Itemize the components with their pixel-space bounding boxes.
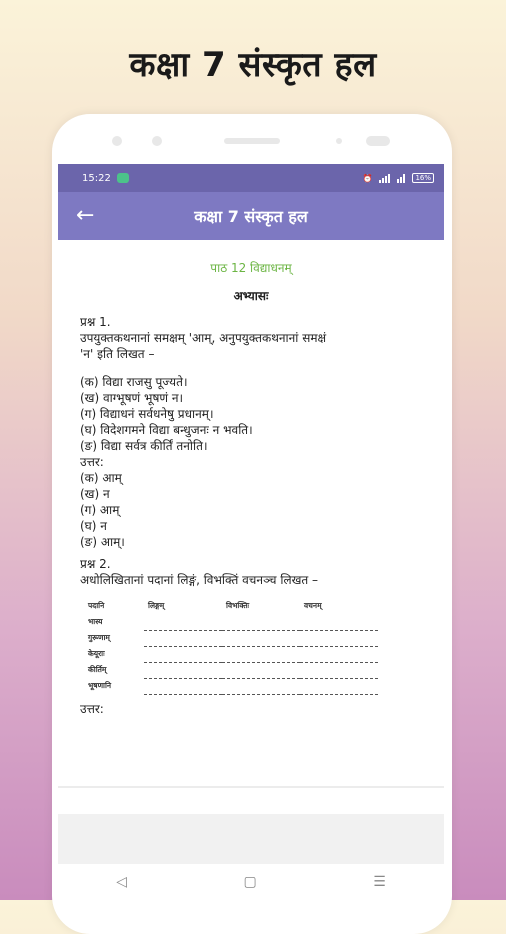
- blank-cell: [144, 662, 222, 678]
- question-label: प्रश्न 1.: [80, 315, 111, 329]
- statement-item: (घ) विदेशगमने विद्या बन्धुजनः न भवति।: [80, 423, 253, 437]
- status-icons: [362, 173, 434, 183]
- blank-cell: [222, 614, 300, 630]
- blank-cell: [300, 630, 378, 646]
- nav-recents-icon[interactable]: ☰: [373, 874, 386, 890]
- lesson-content: [58, 260, 444, 717]
- wifi-signal-icon: [397, 174, 405, 183]
- status-time: 15:22: [82, 172, 111, 184]
- blank-cell: [222, 678, 300, 694]
- blank-cell: [300, 678, 378, 694]
- sensor-dot: [336, 138, 342, 144]
- statement-item: (ख) वाग्भूषणं भूषणं न।: [80, 391, 184, 405]
- arrow-left-icon[interactable]: ←: [76, 203, 95, 228]
- phone-screen: [58, 164, 444, 900]
- word-cell: केयूराः: [88, 649, 105, 658]
- question-label: प्रश्न 2.: [80, 557, 111, 571]
- nav-back-icon[interactable]: ◁: [116, 874, 128, 890]
- camera-dot: [112, 136, 122, 146]
- words-table: [84, 598, 378, 695]
- statement-item: (ग) विद्याधनं सर्वधनेषु प्रधानम्।: [80, 407, 214, 421]
- alarm-icon: ⏰: [362, 173, 373, 183]
- table-header: वचनम्: [304, 601, 322, 610]
- speaker-grille: [224, 138, 280, 144]
- blank-cell: [144, 614, 222, 630]
- answer-label: उत्तर:: [80, 455, 104, 469]
- table-header: पदानि: [88, 601, 105, 610]
- statement-item: (क) विद्या राजसु पूज्यते।: [80, 375, 188, 389]
- divider: [58, 786, 444, 788]
- answer-label: उत्तर:: [80, 701, 104, 716]
- ad-banner-area: [58, 814, 444, 870]
- word-cell: गुरूणाम्: [88, 633, 110, 642]
- word-cell: भास्य: [88, 617, 103, 626]
- table-header: लिङ्गम्: [148, 601, 165, 610]
- status-bar: [58, 164, 444, 192]
- word-cell: भूषणानि: [88, 681, 112, 690]
- table-row: [84, 630, 378, 646]
- question-text: 'न' इति लिखत –: [80, 347, 155, 361]
- signal-icon: [379, 174, 390, 183]
- answer-item: (ख) न: [80, 487, 110, 501]
- blank-cell: [300, 614, 378, 630]
- sensor-pill: [366, 136, 390, 146]
- table-row: [84, 662, 378, 678]
- blank-cell: [144, 630, 222, 646]
- question-text: उपयुक्तकथनानां समक्षम् 'आम्, अनुपयुक्तकथनानां समक्षं: [80, 331, 327, 345]
- table-header: विभक्तिः: [226, 601, 250, 610]
- answer-item: (ङ) आम्।: [80, 535, 125, 549]
- notification-icon: [117, 173, 129, 183]
- camera-dot: [152, 136, 162, 146]
- question-text: अधोलिखितानां पदानां लिङ्गं, विभक्तिं वचनञ्च लिखत –: [80, 573, 319, 587]
- nav-home-icon[interactable]: ▢: [243, 874, 257, 890]
- system-nav-bar: [58, 864, 444, 900]
- table-header-row: [84, 598, 378, 614]
- answer-item: (क) आम्: [80, 471, 122, 485]
- lesson-title: पाठ 12 विद्याधनम्: [210, 261, 292, 275]
- blank-cell: [222, 630, 300, 646]
- word-cell: कीर्तिम्: [88, 665, 107, 674]
- blank-cell: [300, 646, 378, 662]
- statement-item: (ङ) विद्या सर्वत्र कीर्तिं तनोति।: [80, 439, 208, 453]
- exercise-heading: अभ्यासः: [233, 289, 269, 303]
- blank-cell: [222, 646, 300, 662]
- promo-title: कक्षा 7 संस्कृत हल: [129, 45, 377, 85]
- answer-item: (ग) आम्: [80, 503, 120, 517]
- answer-item: (घ) न: [80, 519, 107, 533]
- battery-level: 16%: [412, 173, 434, 183]
- blank-cell: [144, 678, 222, 694]
- blank-cell: [144, 646, 222, 662]
- blank-cell: [300, 662, 378, 678]
- table-row: [84, 646, 378, 662]
- app-bar-title: कक्षा 7 संस्कृत हल: [194, 207, 308, 226]
- app-bar: [58, 192, 444, 240]
- table-row: [84, 614, 378, 630]
- table-row: [84, 678, 378, 694]
- blank-cell: [222, 662, 300, 678]
